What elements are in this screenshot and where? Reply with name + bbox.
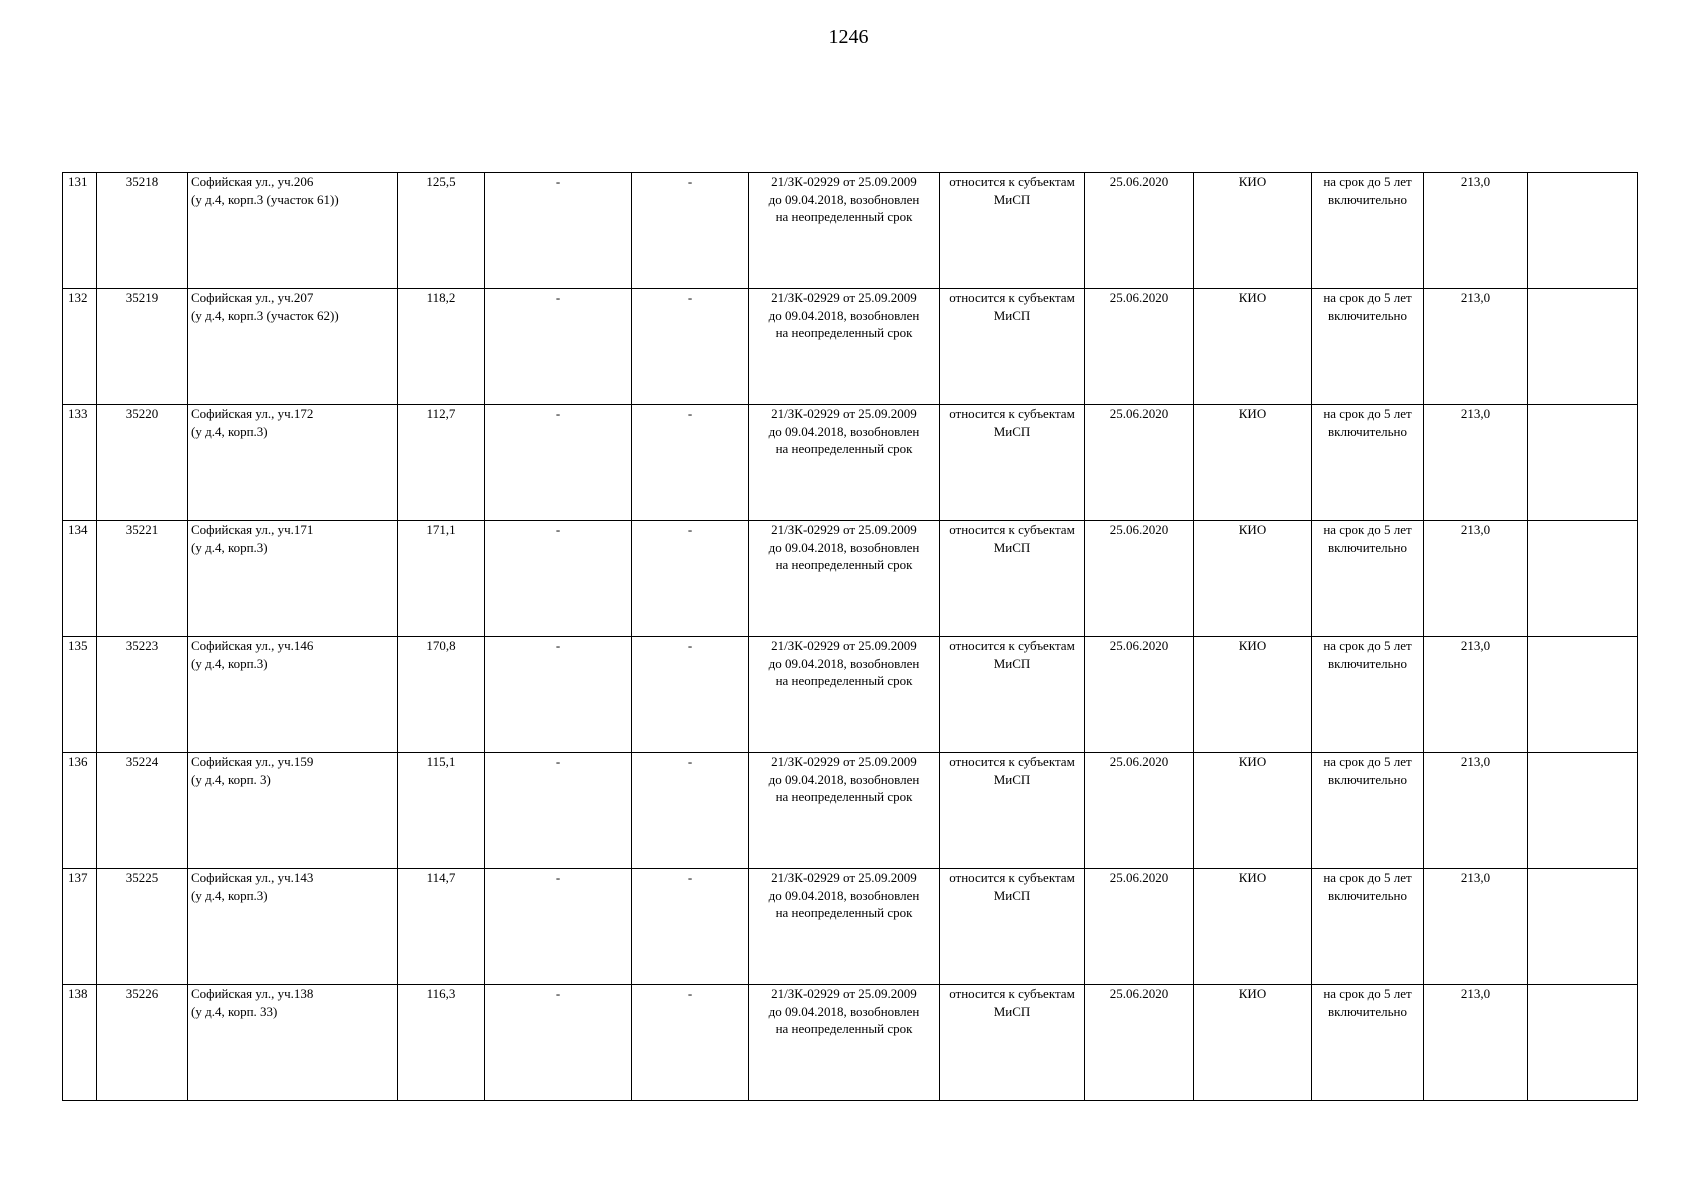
dash-1-text: - [555, 290, 561, 305]
address-cell [188, 753, 398, 869]
row-number-cell [63, 289, 97, 405]
dash-2-text: - [687, 754, 693, 769]
status-cell [940, 173, 1085, 289]
address-text: (у д.4, корп. 33) [191, 1003, 278, 1019]
dash-cell-1 [485, 985, 632, 1101]
date-text: 25.06.2020 [1109, 290, 1169, 305]
area-cell [398, 985, 485, 1101]
registry-table [62, 172, 1638, 1101]
value-cell [1424, 869, 1528, 985]
address-cell [188, 637, 398, 753]
area-text: 116,3 [426, 986, 456, 1001]
status-cell [940, 985, 1085, 1101]
table-row [63, 637, 1638, 753]
term-text: на срок до 5 лет [1323, 290, 1412, 305]
table-row [63, 521, 1638, 637]
area-cell [398, 637, 485, 753]
term-text: включительно [1328, 771, 1407, 787]
code-cell [97, 289, 188, 405]
term-cell [1312, 521, 1424, 637]
code-cell [97, 869, 188, 985]
date-cell [1085, 289, 1194, 405]
status-cell [940, 869, 1085, 985]
code-cell [97, 985, 188, 1101]
contract-cell [749, 753, 940, 869]
empty-cell [1528, 985, 1638, 1101]
empty-cell [1528, 637, 1638, 753]
code-cell [97, 405, 188, 521]
term-text: включительно [1328, 655, 1407, 671]
code-text: 35220 [125, 406, 159, 421]
status-text: относится к субъектам [949, 406, 1075, 421]
contract-cell [749, 521, 940, 637]
date-text: 25.06.2020 [1109, 754, 1169, 769]
date-cell [1085, 405, 1194, 521]
page-number: 1246 [828, 26, 869, 48]
contract-text: на неопределенный срок [775, 673, 913, 688]
contract-text: 21/ЗК-02929 от 25.09.2009 [771, 754, 917, 769]
address-text: Софийская ул., уч.159 [191, 754, 314, 769]
org-text: КИО [1238, 174, 1267, 189]
date-cell [1085, 637, 1194, 753]
contract-text: 21/ЗК-02929 от 25.09.2009 [771, 986, 917, 1001]
empty-cell [1528, 869, 1638, 985]
value-text: 213,0 [1460, 290, 1491, 305]
row-number-cell [63, 173, 97, 289]
address-text: (у д.4, корп.3) [191, 423, 268, 439]
value-text: 213,0 [1460, 638, 1491, 653]
row-number-cell [63, 521, 97, 637]
date-text: 25.06.2020 [1109, 522, 1169, 537]
contract-cell [749, 637, 940, 753]
status-text: МиСП [993, 539, 1031, 555]
date-text: 25.06.2020 [1109, 406, 1169, 421]
contract-text: до 09.04.2018, возобновлен [768, 423, 920, 439]
dash-1-text: - [555, 174, 561, 189]
date-cell [1085, 753, 1194, 869]
area-cell [398, 753, 485, 869]
row-number-cell [63, 753, 97, 869]
status-text: относится к субъектам [949, 754, 1075, 769]
value-cell [1424, 637, 1528, 753]
term-text: на срок до 5 лет [1323, 406, 1412, 421]
contract-cell [749, 289, 940, 405]
status-text: относится к субъектам [949, 522, 1075, 537]
address-text: (у д.4, корп.3 (участок 62)) [191, 307, 339, 323]
code-text: 35224 [125, 754, 159, 769]
address-text: (у д.4, корп.3) [191, 887, 268, 903]
date-cell [1085, 521, 1194, 637]
org-text: КИО [1238, 870, 1267, 885]
contract-text: до 09.04.2018, возобновлен [768, 887, 920, 903]
code-text: 35219 [125, 290, 159, 305]
code-text: 35226 [125, 986, 159, 1001]
area-cell [398, 405, 485, 521]
empty-cell [1528, 753, 1638, 869]
contract-text: на неопределенный срок [775, 441, 913, 456]
term-text: на срок до 5 лет [1323, 870, 1412, 885]
date-text: 25.06.2020 [1109, 174, 1169, 189]
value-text: 213,0 [1460, 754, 1491, 769]
value-cell [1424, 289, 1528, 405]
org-cell [1194, 985, 1312, 1101]
area-text: 115,1 [426, 754, 456, 769]
date-text: 25.06.2020 [1109, 870, 1169, 885]
term-cell [1312, 405, 1424, 521]
value-text: 213,0 [1460, 406, 1491, 421]
code-text: 35223 [125, 638, 159, 653]
value-cell [1424, 173, 1528, 289]
dash-1-text: - [555, 522, 561, 537]
dash-cell-2 [632, 173, 749, 289]
dash-1-text: - [555, 406, 561, 421]
org-cell [1194, 521, 1312, 637]
status-cell [940, 753, 1085, 869]
contract-text: на неопределенный срок [775, 325, 913, 340]
dash-2-text: - [687, 522, 693, 537]
term-text: на срок до 5 лет [1323, 174, 1412, 189]
contract-text: на неопределенный срок [775, 1021, 913, 1036]
contract-text: до 09.04.2018, возобновлен [768, 539, 920, 555]
org-cell [1194, 753, 1312, 869]
org-text: КИО [1238, 290, 1267, 305]
table-row [63, 173, 1638, 289]
date-text: 25.06.2020 [1109, 638, 1169, 653]
table-row [63, 753, 1638, 869]
status-cell [940, 289, 1085, 405]
term-text: включительно [1328, 191, 1407, 207]
contract-text: 21/ЗК-02929 от 25.09.2009 [771, 174, 917, 189]
table-row [63, 405, 1638, 521]
date-cell [1085, 869, 1194, 985]
area-text: 170,8 [426, 638, 456, 653]
address-text: Софийская ул., уч.172 [191, 406, 314, 421]
code-cell [97, 753, 188, 869]
org-text: КИО [1238, 406, 1267, 421]
address-cell [188, 985, 398, 1101]
address-text: (у д.4, корп.3) [191, 655, 268, 671]
status-cell [940, 521, 1085, 637]
address-cell [188, 173, 398, 289]
contract-text: на неопределенный срок [775, 557, 913, 572]
dash-cell-2 [632, 985, 749, 1101]
code-text: 35225 [125, 870, 159, 885]
area-cell [398, 869, 485, 985]
row-number-text: 134 [68, 522, 88, 537]
contract-text: на неопределенный срок [775, 905, 913, 920]
row-number-cell [63, 637, 97, 753]
area-text: 171,1 [426, 522, 456, 537]
status-text: МиСП [993, 307, 1031, 323]
date-cell [1085, 173, 1194, 289]
term-text: на срок до 5 лет [1323, 986, 1412, 1001]
contract-text: до 09.04.2018, возобновлен [768, 307, 920, 323]
org-cell [1194, 637, 1312, 753]
value-text: 213,0 [1460, 174, 1491, 189]
term-text: включительно [1328, 887, 1407, 903]
address-text: Софийская ул., уч.207 [191, 290, 314, 305]
address-text: Софийская ул., уч.146 [191, 638, 314, 653]
dash-cell-1 [485, 173, 632, 289]
status-text: относится к субъектам [949, 638, 1075, 653]
contract-text: 21/ЗК-02929 от 25.09.2009 [771, 870, 917, 885]
value-cell [1424, 985, 1528, 1101]
area-text: 118,2 [426, 290, 456, 305]
contract-text: до 09.04.2018, возобновлен [768, 1003, 920, 1019]
code-cell [97, 173, 188, 289]
contract-text: до 09.04.2018, возобновлен [768, 191, 920, 207]
contract-text: на неопределенный срок [775, 789, 913, 804]
row-number-text: 132 [68, 290, 88, 305]
address-cell [188, 869, 398, 985]
org-cell [1194, 173, 1312, 289]
area-text: 112,7 [426, 406, 456, 421]
empty-cell [1528, 289, 1638, 405]
table-row [63, 289, 1638, 405]
org-text: КИО [1238, 638, 1267, 653]
dash-2-text: - [687, 290, 693, 305]
contract-text: до 09.04.2018, возобновлен [768, 771, 920, 787]
dash-cell-2 [632, 637, 749, 753]
term-text: на срок до 5 лет [1323, 754, 1412, 769]
dash-cell-1 [485, 869, 632, 985]
term-cell [1312, 753, 1424, 869]
dash-1-text: - [555, 638, 561, 653]
status-text: МиСП [993, 423, 1031, 439]
contract-text: до 09.04.2018, возобновлен [768, 655, 920, 671]
row-number-text: 133 [68, 406, 88, 421]
table-row [63, 869, 1638, 985]
contract-cell [749, 173, 940, 289]
dash-cell-1 [485, 753, 632, 869]
date-text: 25.06.2020 [1109, 986, 1169, 1001]
code-cell [97, 521, 188, 637]
term-cell [1312, 869, 1424, 985]
row-number-cell [63, 985, 97, 1101]
term-text: включительно [1328, 307, 1407, 323]
dash-cell-2 [632, 753, 749, 869]
dash-cell-2 [632, 289, 749, 405]
contract-text: на неопределенный срок [775, 209, 913, 224]
status-text: МиСП [993, 1003, 1031, 1019]
dash-cell-1 [485, 405, 632, 521]
address-text: (у д.4, корп.3 (участок 61)) [191, 191, 339, 207]
row-number-text: 131 [68, 174, 88, 189]
dash-1-text: - [555, 870, 561, 885]
org-text: КИО [1238, 986, 1267, 1001]
dash-1-text: - [555, 986, 561, 1001]
status-text: МиСП [993, 887, 1031, 903]
dash-cell-2 [632, 405, 749, 521]
contract-text: 21/ЗК-02929 от 25.09.2009 [771, 522, 917, 537]
code-cell [97, 637, 188, 753]
address-text: Софийская ул., уч.138 [191, 986, 314, 1001]
area-cell [398, 521, 485, 637]
empty-cell [1528, 405, 1638, 521]
org-text: КИО [1238, 522, 1267, 537]
contract-text: 21/ЗК-02929 от 25.09.2009 [771, 638, 917, 653]
status-cell [940, 405, 1085, 521]
status-text: МиСП [993, 655, 1031, 671]
empty-cell [1528, 173, 1638, 289]
address-cell [188, 289, 398, 405]
term-cell [1312, 637, 1424, 753]
address-cell [188, 405, 398, 521]
org-cell [1194, 289, 1312, 405]
dash-cell-2 [632, 869, 749, 985]
code-text: 35221 [125, 522, 159, 537]
area-cell [398, 289, 485, 405]
area-text: 114,7 [426, 870, 456, 885]
status-text: МиСП [993, 771, 1031, 787]
empty-cell [1528, 521, 1638, 637]
address-text: Софийская ул., уч.143 [191, 870, 314, 885]
contract-text: 21/ЗК-02929 от 25.09.2009 [771, 290, 917, 305]
date-cell [1085, 985, 1194, 1101]
org-cell [1194, 405, 1312, 521]
address-text: Софийская ул., уч.171 [191, 522, 314, 537]
status-cell [940, 637, 1085, 753]
term-cell [1312, 289, 1424, 405]
contract-cell [749, 405, 940, 521]
term-text: включительно [1328, 423, 1407, 439]
dash-2-text: - [687, 638, 693, 653]
area-text: 125,5 [426, 174, 456, 189]
org-cell [1194, 869, 1312, 985]
row-number-text: 138 [68, 986, 88, 1001]
status-text: относится к субъектам [949, 870, 1075, 885]
value-cell [1424, 521, 1528, 637]
dash-cell-1 [485, 637, 632, 753]
address-text: (у д.4, корп. 3) [191, 771, 271, 787]
dash-2-text: - [687, 174, 693, 189]
dash-cell-2 [632, 521, 749, 637]
value-text: 213,0 [1460, 986, 1491, 1001]
row-number-cell [63, 405, 97, 521]
value-text: 213,0 [1460, 870, 1491, 885]
row-number-text: 136 [68, 754, 88, 769]
dash-2-text: - [687, 986, 693, 1001]
dash-1-text: - [555, 754, 561, 769]
address-text: (у д.4, корп.3) [191, 539, 268, 555]
term-text: включительно [1328, 539, 1407, 555]
term-cell [1312, 985, 1424, 1101]
term-text: включительно [1328, 1003, 1407, 1019]
status-text: относится к субъектам [949, 290, 1075, 305]
contract-cell [749, 869, 940, 985]
org-text: КИО [1238, 754, 1267, 769]
dash-cell-1 [485, 289, 632, 405]
dash-2-text: - [687, 870, 693, 885]
status-text: относится к субъектам [949, 986, 1075, 1001]
status-text: МиСП [993, 191, 1031, 207]
value-cell [1424, 753, 1528, 869]
dash-cell-1 [485, 521, 632, 637]
area-cell [398, 173, 485, 289]
table-row [63, 985, 1638, 1101]
value-text: 213,0 [1460, 522, 1491, 537]
address-cell [188, 521, 398, 637]
row-number-text: 135 [68, 638, 88, 653]
contract-text: 21/ЗК-02929 от 25.09.2009 [771, 406, 917, 421]
table-body [63, 173, 1638, 1101]
term-text: на срок до 5 лет [1323, 522, 1412, 537]
row-number-cell [63, 869, 97, 985]
row-number-text: 137 [68, 870, 88, 885]
dash-2-text: - [687, 406, 693, 421]
status-text: относится к субъектам [949, 174, 1075, 189]
address-text: Софийская ул., уч.206 [191, 174, 314, 189]
contract-cell [749, 985, 940, 1101]
value-cell [1424, 405, 1528, 521]
term-text: на срок до 5 лет [1323, 638, 1412, 653]
code-text: 35218 [125, 174, 159, 189]
term-cell [1312, 173, 1424, 289]
